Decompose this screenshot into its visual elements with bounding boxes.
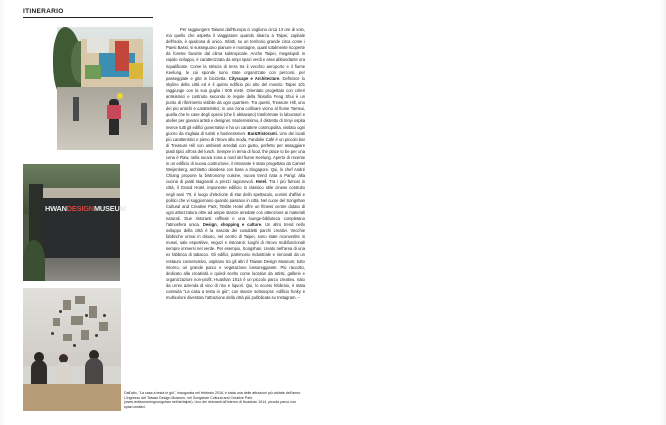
gallery-restaurant-photo: [23, 288, 121, 411]
article-paragraph: Per raggiungere Taiwan dall'Europa ci vogliono circa 13 ore di volo, ma quello che aspetta il viaggiatore quando sbarca a Taipei, capitale dell'isola, è qualcosa di unico. Infatti, su un territorio grande circa come i Paesi Bassi, si susseguono pianure e montagne, quasi totalmente ricoperte da foreste favorite dal clima subtropicale. Anche Taipei, megalopoli in rapido sviluppo, è caratterizzata da ampi spazi verdi e area abbondante ora riqualificate. Come la striscia di terra tra il vecchio aeroporto e il fiume Keelung, le cui sponde sono state organizzate con percorsi, per passeggiate e gite in bicicletta. Cityscape e Architecture. Definisce lo skyline della città ed è il quinto edificio più alto del mondo: Taipei 101 raggiunge con la sua guglia i 508 metri. Orientato progettato con criteri antisismici e costruito secondo le regole della filosofia Feng Shui è un punto di riferimento visibile da ogni quartiere. Tra questi, Treasure Hill, uno dei più antichi e caratteristici: in una zona collinare vicino al fiume Tamsui, quella che le case degli operai (che lì abitavano) trasformate in laboratori e atelier per giovani artisti e designer. Modernissimo, il distretto di Xinyi ospita invece tutti gli edifici governativi e ha un carattere cosmopolita, visitato ogni giorno da migliaia di turisti e businessmen. Bar&Ristoranti. Uno dei locali più caratteristici e pieno di ritrovo alla moda, Fandolie Café è un piccolo bar di Treasure Hill con ambienti arredati con gusto, perfetto per assaggiare piatti tipici all'ora del lunch. Sempre in tema di food, the place to be per una cena è Raw, nella nuova zona a nord del fiume Keelung. Aperto di recente in un edificio di nuova costruzione, il ristorante è stato progettato da Camiel Weijenberg, architetto olandese con base a Singapore. Qui, lo chef André Chiang propone la bistronomy cuisine, nuova trend nata a Parigi: alta cucina di piatti stagionali a prezzi ragionevoli. Hotel. Tra i più famosi in città, il Grand Hotel, imponente edificio in classico stile cinese costruito negli anni '70, è luogo d'elezione di star dello spettacolo, uomini d'affari e politici che vi soggiornano quando passano in città. Nel cuore del Songshan Cultural and Creative Park, l'Eslite Hotel offre un fitness centre dotato di ogni attrezzatura oltre ad ampie stanze arredate con attenzione ai materiali naturali. Due ristoranti raffinati e una lounge-biblioteca completano l'atmosfera unica. Design, shopping e culture. Un altro trend nello sviluppo della città è la nascita dei cosiddetti parchi creativi. Vecchie fabbriche ormai in disuso, nel centro di Taipei, sono state riconvertite in musei, sale espositive, negozi e ristoranti: luoghi di ritrovo multifunzionali sempre immersi nel verde. Per esempio, Songshan, creato nell'area di una ex fabbrica di tabacco. Gli edifici, patrimonio industriale e rinnovati da un restauro conservativo, ospitano tra gli altri il Taiwan Design Museum; tutto intorno, un grande parco e vegetazione lussureggiante. Più raccolto, dedicato alla creatività e quindi scelto come location da artisti, gallerie e organizzazioni non-profit, Huashan 1914 è un piccolo parco creativo, nato da un'ex azienda di vino di riso e liquori. Qui, lo scorso febbraio, è stata costruita "La casa a testa in giù", con stanze sottosopra: edificio funky e multicolore diventato l'attrazione della città più pubblicata su Instagram. –: [166, 27, 306, 301]
subheading-hotel: Hotel.: [255, 179, 268, 185]
subheading-bar-ristoranti: Bar&Ristoranti.: [247, 130, 278, 136]
museum-sign: HWANDESIGNMUSEUM: [45, 204, 126, 213]
section-title: ITINERARIO: [23, 8, 64, 15]
photo-caption: Dall'alto, "La casa a testa in giù", inaugurata nel febbraio 2016, è stata una delle attrazioni più visitate dell'anno. L'ingresso del Taiwan Design Museum, nel Songshan Cultural and Creative Park (www.rediscoveringsongshan.net/de/taipei). Uno dei ristoranti all'interno di Huashan 1914, piccolo parco con spazi creativi.: [124, 391, 302, 409]
upside-down-house-photo: [57, 27, 153, 150]
article-body: [166, 27, 305, 301]
subheading-design-shopping: Design, shopping e culture.: [202, 222, 263, 227]
title-divider: [23, 17, 153, 18]
design-museum-photo: [23, 164, 126, 281]
subheading-cityscape: Cityscape e Architecture.: [228, 75, 281, 81]
